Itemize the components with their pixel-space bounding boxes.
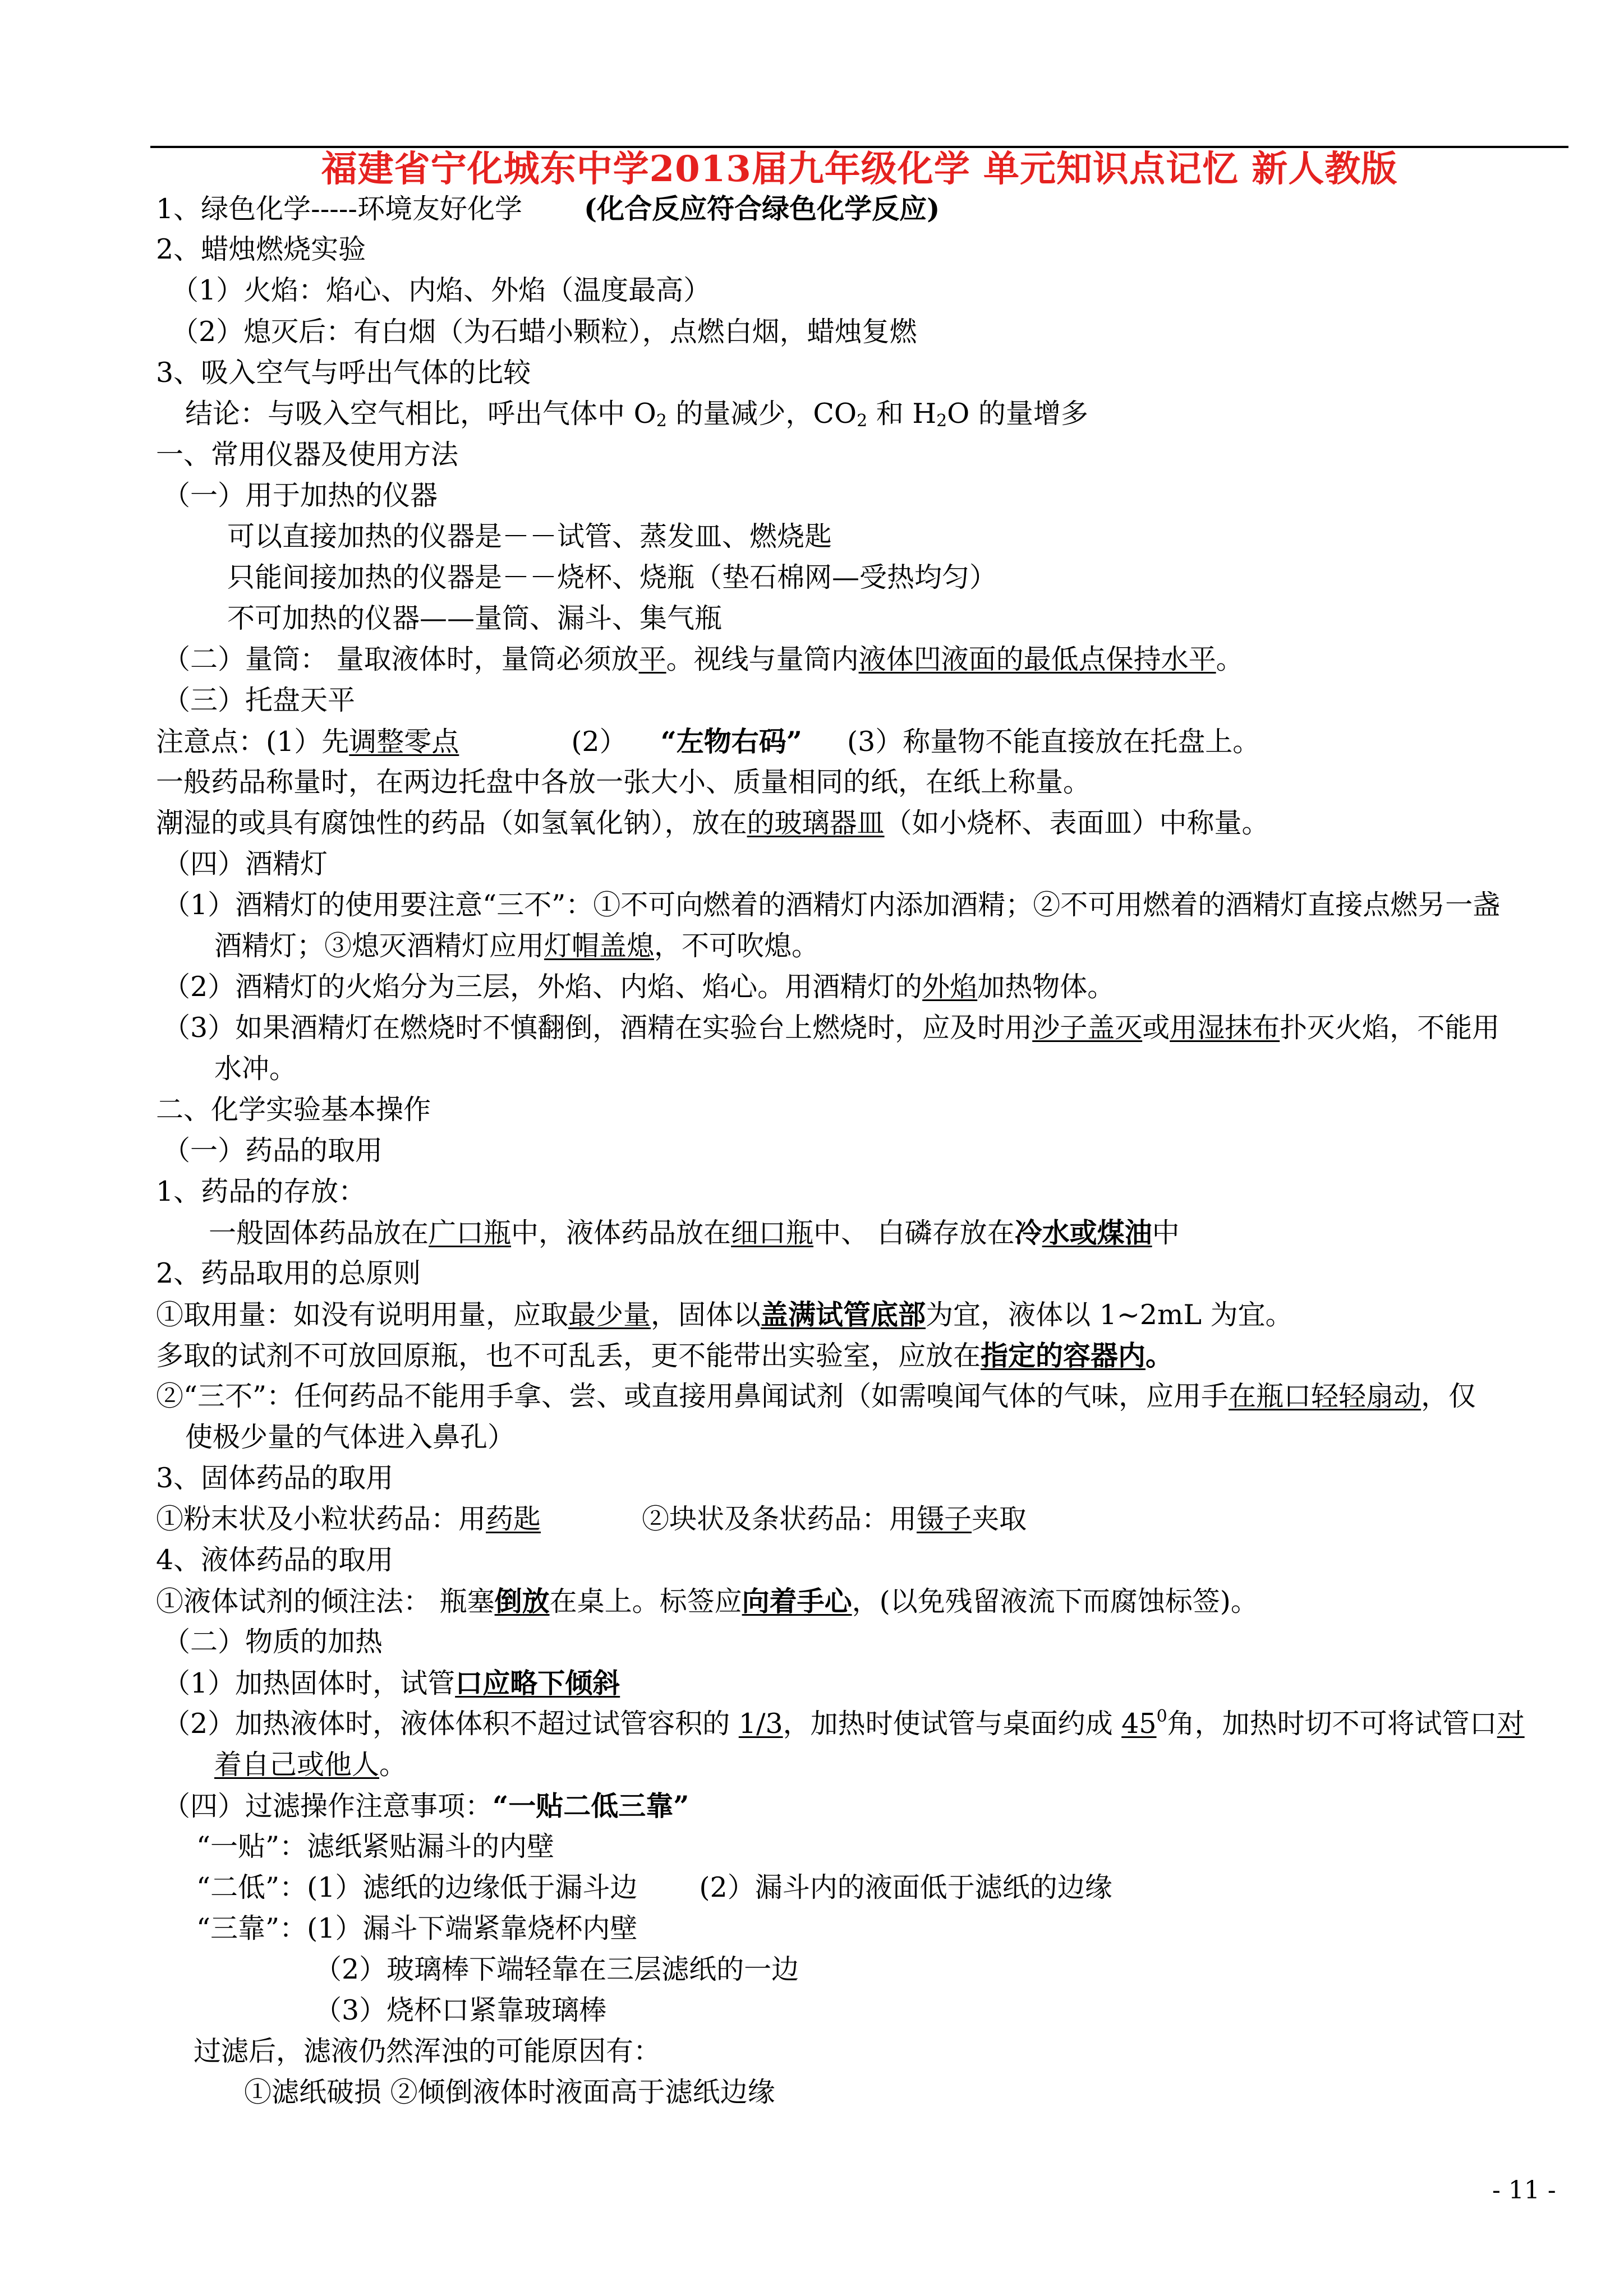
text-line: （2）熄灭后：有白烟（为石蜡小颗粒），点燃白烟，蜡烛复燃 [171, 316, 917, 348]
text-line: 3、固体药品的取用 [156, 1462, 394, 1494]
text-line: ①粉末状及小粒状药品：用药匙 ②块状及条状药品：用镊子夹取 [156, 1503, 1027, 1535]
text-line: 3、吸入空气与呼出气体的比较 [156, 357, 531, 389]
text-line: （1）酒精灯的使用要注意“三不”：①不可向燃着的酒精灯内添加酒精；②不可用燃着的酒精灯直接点燃另一盏 [163, 889, 1501, 921]
page-title: 福建省宁化城东中学2013届九年级化学 单元知识点记忆 新人教版 [321, 148, 1398, 190]
subsection-heading: （一）用于加热的仪器 [163, 480, 438, 511]
text-line: （3）如果酒精灯在燃烧时不慎翻倒，酒精在实验台上燃烧时，应及时用沙子盖灭或用湿抹布扑灭火焰，不能用 [163, 1012, 1500, 1044]
text-line: “三靠”：(1）漏斗下端紧靠烧杯内壁 [196, 1912, 638, 1944]
text-line: ①取用量：如没有说明用量，应取最少量，固体以盖满试管底部为宜，液体以 1~2mL 为宜。 [156, 1298, 1293, 1331]
text-line: （3）烧杯口紧靠玻璃棒 [314, 1994, 607, 2026]
text-line: 酒精灯；③熄灭酒精灯应用灯帽盖熄，不可吹熄。 [214, 930, 820, 962]
text-line: （二）量筒： 量取液体时，量筒必须放平。视线与量筒内液体凹液面的最低点保持水平。 [163, 643, 1244, 675]
page-number: - 11 - [1492, 2176, 1556, 2205]
text-line: 水冲。 [214, 1053, 297, 1085]
subsection-heading: （四）过滤操作注意事项：“一贴二低三靠” [163, 1790, 689, 1822]
text-line: 可以直接加热的仪器是－－试管、蒸发皿、燃烧匙 [227, 520, 832, 552]
text-line: 不可加热的仪器——量筒、漏斗、集气瓶 [227, 602, 723, 634]
text-line: 多取的试剂不可放回原瓶，也不可乱丢，更不能带出实验室，应放在指定的容器内。 [156, 1339, 1174, 1372]
text-line: “二低”：(1）滤纸的边缘低于漏斗边 (2）漏斗内的液面低于滤纸的边缘 [196, 1871, 1112, 1903]
text-line: “一贴”：滤纸紧贴漏斗的内壁 [196, 1831, 555, 1862]
text-line: 一般固体药品放在广口瓶中，液体药品放在细口瓶中、 白磷存放在冷水或煤油中 [209, 1216, 1180, 1249]
text-line: （2）玻璃棒下端轻靠在三层滤纸的一边 [314, 1953, 799, 1985]
text-line: 一般药品称量时，在两边托盘中各放一张大小、质量相同的纸，在纸上称量。 [156, 766, 1091, 798]
text-line: 只能间接加热的仪器是－－烧杯、烧瓶（垫石棉网—受热均匀） [227, 561, 997, 593]
text-line: （2）加热液体时，液体体积不超过试管容积的 1/3，加热时使试管与桌面约成 $45^0$角，加热时切不可将试管口对 [163, 1707, 1525, 1740]
subsection-heading: （一）药品的取用 [163, 1135, 383, 1167]
text-line: 结论：与吸入空气相比，呼出气体中 $O_2$ 的量减少，$CO_2$ 和 $H_2O$ 的量增多 [185, 398, 1088, 431]
text-line: 注意点：(1）先调整零点 (2） “左物右码” (3）称量物不能直接放在托盘上。 [156, 725, 1260, 758]
text-line: 1、药品的存放： [156, 1175, 366, 1207]
text-line: 着自己或他人。 [214, 1749, 407, 1781]
section-heading: 二、化学实验基本操作 [156, 1094, 431, 1126]
text-line: ①滤纸破损 ②倾倒液体时液面高于滤纸边缘 [244, 2076, 775, 2108]
text-line: ①液体试剂的倾注法： 瓶塞倒放在桌上。标签应向着手心，(以免残留液流下而腐蚀标签)。 [156, 1585, 1258, 1617]
subsection-heading: （二）物质的加热 [163, 1626, 383, 1658]
text-line: ②“三不”：任何药品不能用手拿、尝、或直接用鼻闻试剂（如需嗅闻气体的气味，应用手在瓶口轻轻扇动，仅 [156, 1380, 1476, 1412]
text-line: 潮湿的或具有腐蚀性的药品（如氢氧化钠），放在的玻璃器皿（如小烧杯、表面皿）中称量。 [156, 807, 1269, 839]
section-heading: 一、常用仪器及使用方法 [156, 439, 459, 471]
text-line: （1）加热固体时，试管口应略下倾斜 [163, 1667, 620, 1699]
text-line: 2、药品取用的总原则 [156, 1257, 421, 1289]
text-line: 使极少量的气体进入鼻孔） [185, 1421, 516, 1453]
subsection-heading: （四）酒精灯 [163, 848, 328, 880]
text-line: 过滤后，滤液仍然浑浊的可能原因有： [194, 2035, 661, 2067]
text-line: （2）酒精灯的火焰分为三层，外焰、内焰、焰心。用酒精灯的外焰加热物体。 [163, 971, 1115, 1003]
text-line: 4、液体药品的取用 [156, 1544, 394, 1576]
text-line: （1）火焰：焰心、内焰、外焰（温度最高） [171, 274, 711, 306]
text-line: 1、绿色化学-----环境友好化学 (化合反应符合绿色化学反应) [156, 192, 940, 225]
text-line: 2、蜡烛燃烧实验 [156, 233, 366, 265]
subsection-heading: （三）托盘天平 [163, 684, 356, 716]
